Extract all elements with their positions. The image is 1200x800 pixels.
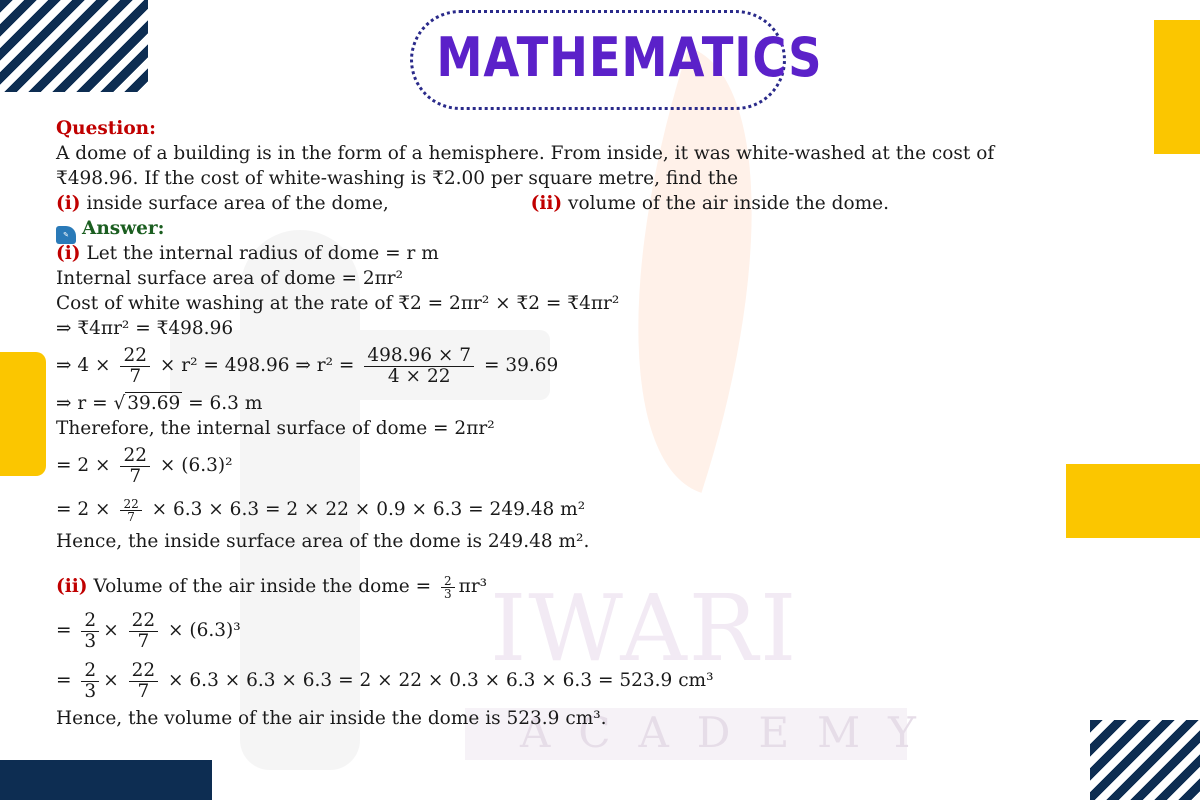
answer-label: ✎ Answer: xyxy=(56,216,1116,241)
fraction: $\frac{2}{3}$ xyxy=(441,575,455,600)
question-line-2: ₹498.96. If the cost of white-washing is ₹2.00 per square metre, find the xyxy=(56,168,739,189)
watermark-brand: IWARI xyxy=(490,575,799,682)
answer-line-10: Hence, the inside surface area of the dome is 249.48 m². xyxy=(56,531,590,552)
fraction: $\frac{22}{7}$ xyxy=(120,346,150,387)
answer-line-6: ⇒ r = √ 39.69 = 6.3 m xyxy=(56,393,263,414)
fraction: $\frac{22}{7}$ xyxy=(120,498,141,523)
fraction: $\frac{2}{3}$ xyxy=(81,661,99,702)
answer-line-7: Therefore, the internal surface of dome = 2πr² xyxy=(56,418,495,439)
fraction: $\frac{22}{7}$ xyxy=(120,446,150,487)
corner-stripes-bottom-right xyxy=(1090,720,1200,800)
fraction: $\frac{22}{7}$ xyxy=(129,661,159,702)
fraction: $\frac{2}{3}$ xyxy=(81,611,99,652)
solution-content xyxy=(56,116,1116,731)
answer-line-4: ⇒ ₹4πr² = ₹498.96 xyxy=(56,318,234,339)
answer-line-8: = 2 × $\frac{22}{7}$ × (6.3)² xyxy=(56,444,233,487)
question-parts: (i) inside surface area of the dome, (ii) volume of the air inside the dome. xyxy=(56,193,889,214)
yellow-block-right-top xyxy=(1154,20,1200,154)
answer-line-2: Internal surface area of dome = 2πr² xyxy=(56,268,404,289)
answer-line-14: Hence, the volume of the air inside the dome is 523.9 cm³. xyxy=(56,708,607,729)
answer-line-5: ⇒ 4 × $\frac{22}{7}$ × r² = 498.96 ⇒ r² = $\frac{498.96 \times 7}{4 \times 22}$ = 39.69 xyxy=(56,344,559,387)
answer-line-12: = $\frac{2}{3}$ × $\frac{22}{7}$ × (6.3)³ xyxy=(56,609,241,652)
answer-line-13: = $\frac{2}{3}$ × $\frac{22}{7}$ × 6.3 × 6.3 × 6.3 = 2 × 22 × 0.3 × 6.3 × 6.3 = 523.9 cm³ xyxy=(56,659,714,702)
watermark-sub: ACADEMY xyxy=(520,708,944,757)
answer-line-3: Cost of white washing at the rate of ₹2 = 2πr² × ₹2 = ₹4πr² xyxy=(56,293,620,314)
fraction: $\frac{498.96 \times 7}{4 \times 22}$ xyxy=(364,346,474,387)
answer-line-11: (ii) Volume of the air inside the dome = $\frac{2}{3}$ πr³ xyxy=(56,573,488,601)
answer-line-9: = 2 × $\frac{22}{7}$ × 6.3 × 6.3 = 2 × 22 × 0.9 × 6.3 = 249.48 m² xyxy=(56,496,586,524)
corner-stripes-top-left xyxy=(0,0,148,92)
page-title: MATHEMATICS xyxy=(436,26,823,89)
fraction: $\frac{22}{7}$ xyxy=(129,611,159,652)
yellow-block-left xyxy=(0,352,46,476)
navy-bar-bottom-left xyxy=(0,760,212,800)
answer-line-1: (i) Let the internal radius of dome = r m xyxy=(56,243,439,264)
pencil-icon: ✎ xyxy=(56,226,76,244)
question-label: Question: xyxy=(56,118,156,139)
question-line-1: A dome of a building is in the form of a hemisphere. From inside, it was white-washed at the cost of xyxy=(56,143,995,164)
